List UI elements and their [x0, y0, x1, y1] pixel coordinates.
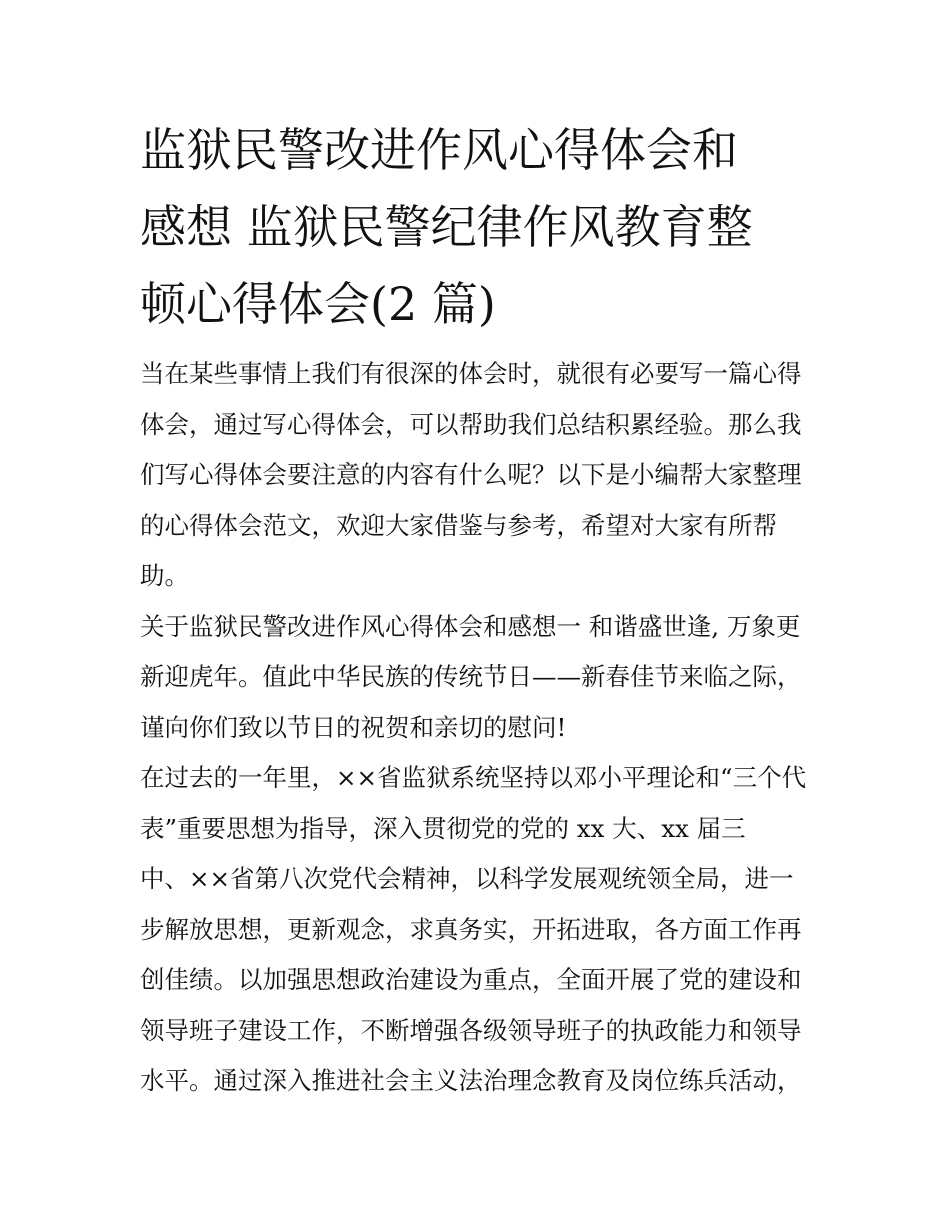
text-line: 领导班子建设工作，不断增强各级领导班子的执政能力和领导	[140, 1015, 802, 1045]
text-line: 中、××省第八次党代会精神，以科学发展观统领全局，进一	[140, 864, 794, 893]
document-page	[140, 112, 830, 1107]
text-line: 表”重要思想为指导，深入贯彻党的党的 xx 大、xx 届三	[140, 813, 746, 843]
text-line: 的心得体会范文，欢迎大家借鉴与参考，希望对大家有所帮	[140, 510, 777, 540]
section-one-paragraph	[140, 602, 830, 754]
text-line: 谨向你们致以节日的祝贺和亲切的慰问!	[140, 712, 567, 742]
text-line: 助。	[140, 561, 189, 590]
text-line: 创佳绩。以加强思想政治建设为重点，全面开展了党的建设和	[140, 965, 802, 994]
title-line-2: 感想 监狱民警纪律作风教育整	[140, 200, 753, 254]
text-line: 当在某些事情上我们有很深的体会时，就很有必要写一篇心得	[140, 359, 802, 388]
document-title	[140, 112, 830, 343]
text-line: 关于监狱民警改进作风心得体会和感想一 和谐盛世逢, 万象更	[140, 611, 801, 641]
text-line: 水平。通过深入推进社会主义法治理念教育及岗位练兵活动，	[140, 1066, 802, 1095]
text-line: 们写心得体会要注意的内容有什么呢？以下是小编帮大家整理	[140, 460, 802, 489]
text-line: 新迎虎年。值此中华民族的传统节日——新春佳节来临之际，	[140, 662, 802, 691]
title-line-1: 监狱民警改进作风心得体会和	[140, 123, 738, 177]
title-line-3: 顿心得体会(2 篇)	[140, 277, 496, 331]
intro-paragraph	[140, 349, 830, 602]
text-line: 体会，通过写心得体会，可以帮助我们总结积累经验。那么我	[140, 409, 802, 439]
text-line: 在过去的一年里，××省监狱系统坚持以邓小平理论和“三个代	[140, 763, 807, 792]
text-line: 步解放思想，更新观念，求真务实，开拓进取，各方面工作再	[140, 914, 802, 944]
body-paragraph	[140, 753, 830, 1107]
